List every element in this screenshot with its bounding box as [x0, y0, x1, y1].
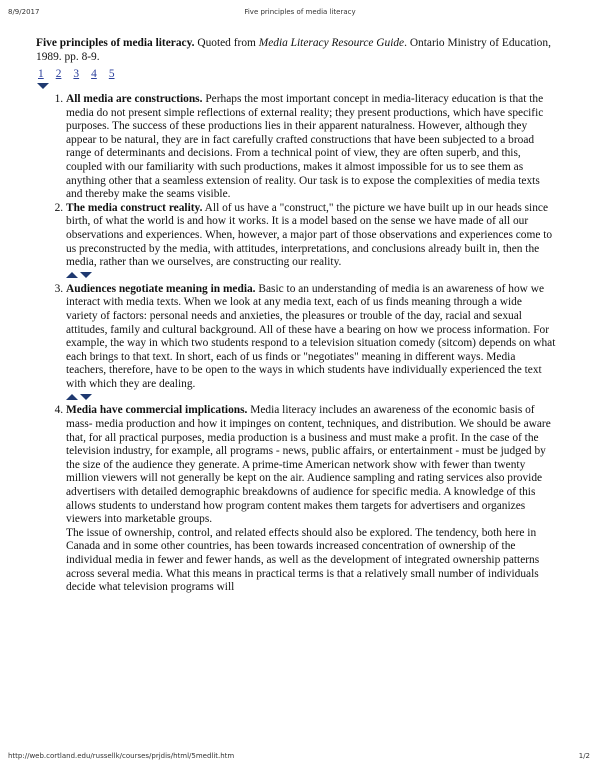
principle-2: [66, 202, 556, 282]
principle-4: [66, 404, 556, 594]
principle-text: Perhaps the most important concept in media-literacy education is that the media do not present simple reflections of external reality; they present productions, which have specific purposes. The success of these productions lies in their apparent naturalness. However, although they appear to be natural, they are in fact carefully crafted constructions that have been subjected to a broad range of determinants and decisions. From a technical point of view, they are often superb, and this, coupled with our familiarity with such productions, makes it almost impossible for us to see them as anything other that a seamless extension of reality. Our task is to expose the complexities of media texts and thereby make the seams visible.: [66, 93, 544, 201]
intro-quoted: Quoted from: [194, 37, 259, 49]
principle-text: Basic to an understanding of media is an awareness of how we interact with media texts. When we look at any media text, each of us finds meaning through a wide variety of factors: personal needs and anxieties, the pleasures or trouble of the day, racial and sexual attitudes, family and cultural background. All of these have a bearing on how we process information. For example, the way in which two students respond to a television situation comedy (sitcom) depends on what each brings to that text. In short, each of us finds or "negotiates" meaning in different ways. Media teachers, therefore, have to be open to the ways in which students have individually experienced the text with which they are dealing.: [66, 282, 556, 390]
nav-link-4[interactable]: 4: [91, 68, 97, 80]
principle-text: All of us have a "construct," the picture we have built up in our heads since birth, of what the world is and how it works. It is a model based on the sense we have made of all our observations and experiences. When, however, a major part of those observations and experiences come to us preconstructed by the media, with attitudes, interpretations, and conclusions already built in, then the media, rather than we ourselves, are constructing our reality.: [66, 201, 553, 269]
principle-title: All media are constructions.: [66, 93, 203, 105]
nav-link-2[interactable]: 2: [55, 68, 62, 80]
principle-1: [66, 93, 556, 202]
down-arrow-icon[interactable]: [80, 272, 92, 278]
principles-list: [36, 93, 556, 595]
principle-title: The media construct reality.: [66, 201, 203, 214]
source-title: Media Literacy Resource Guide: [258, 37, 405, 49]
intro-paragraph: [36, 37, 556, 64]
nav-link-1[interactable]: 1: [38, 68, 44, 80]
up-arrow-icon[interactable]: [66, 394, 78, 400]
up-arrow-icon[interactable]: [66, 272, 78, 278]
page-title: Five principles of media literacy.: [36, 37, 195, 49]
page-number: 1/2: [578, 752, 590, 760]
document-body: [36, 37, 556, 595]
principle-text: Media literacy includes an awareness of the economic basis of mass- media production and how it impinges on content, techniques, and distribution. We should be aware that, for all practical purposes, media production is a business and must make a profit. In the case of the television industry, for example, all programs - news, public affairs, or entertainment - must be judged by the size of the audience they generate. A prime-time American network show with fewer than twenty million viewers will not generally be kept on the air. Audience sampling and rating services also provide advertisers with detailed demographic breakdowns of audience for specific media. A knowledge of this allows students to understand how program content makes them targets for advertisers and organizes viewers into marketable groups.: [66, 404, 551, 526]
principle-title: Media have commercial implications.: [66, 404, 248, 417]
principle-text-continued: The issue of ownership, control, and related effects should also be explored. The tendency, both here in Canada and in some other countries, has been towards increased concentration of ownership of the individual media in fewer and fewer hands, as well as the development of integrated ownership patterns across several media. What this means in practical terms is that a relatively small number of individuals decide what television programs will: [66, 526, 540, 594]
print-header: [0, 8, 600, 22]
nav-link-5[interactable]: 5: [108, 68, 115, 80]
principle-title: Audiences negotiate meaning in media.: [66, 282, 256, 295]
print-footer: [0, 752, 600, 766]
page-url: http://web.cortland.edu/russellk/courses/prjdis/html/5medlit.htm: [8, 752, 235, 760]
print-date: 8/9/2017: [8, 8, 40, 16]
print-title: Five principles of media literacy: [244, 8, 356, 16]
principle-nav: [38, 68, 556, 81]
down-arrow-icon[interactable]: [80, 394, 92, 400]
down-arrow-icon[interactable]: [37, 83, 49, 89]
nav-link-3[interactable]: 3: [73, 68, 80, 80]
principle-3: [66, 283, 556, 404]
intro-citation: . Ontario Ministry of Education, 1989. pp. 8-9.: [36, 37, 551, 63]
